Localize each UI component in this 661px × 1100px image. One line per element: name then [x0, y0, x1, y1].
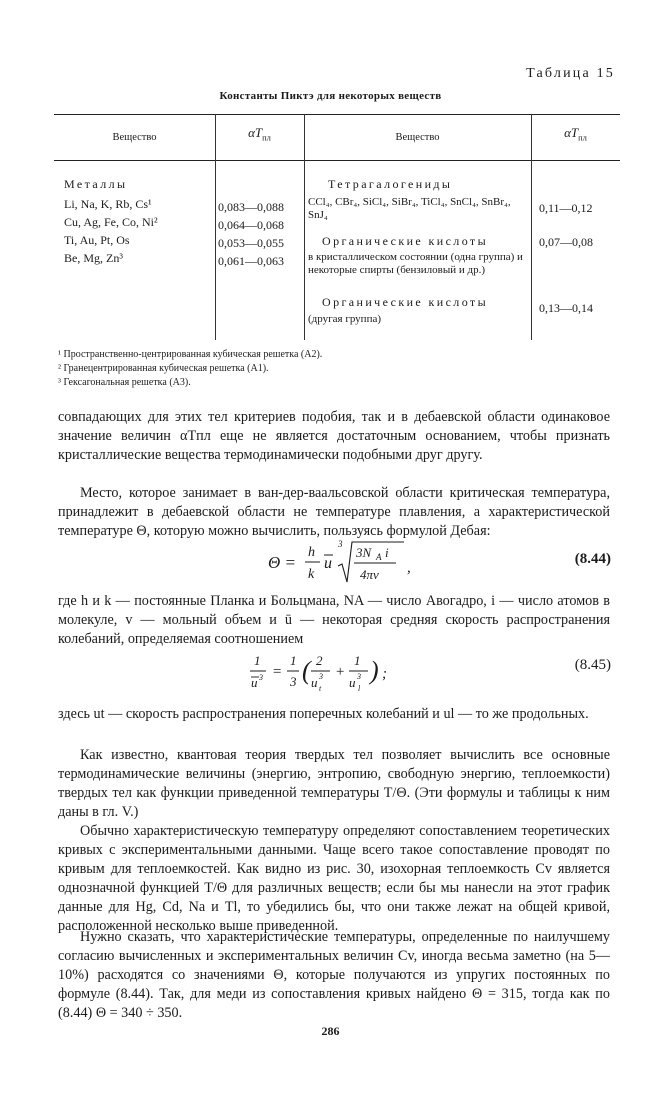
header-const-symbol: αT: [564, 125, 579, 140]
paragraph: здесь ut — скорость распространения поперечных колебаний и ul — то же продольных.: [58, 706, 589, 722]
svg-text:k: k: [308, 567, 315, 582]
table-cell-value: 0,07—0,08: [539, 235, 593, 249]
svg-text:u: u: [251, 675, 258, 690]
svg-text:3: 3: [319, 672, 323, 681]
header-substance-right: Вещество: [395, 132, 440, 143]
header-const-right: [531, 126, 620, 145]
table-cell-value: 0,053—0,055: [218, 236, 284, 250]
svg-text:3: 3: [338, 539, 343, 549]
svg-text:3: 3: [357, 672, 361, 681]
svg-text:t: t: [319, 684, 322, 693]
table-cell-substance: Ti, Au, Pt, Os: [64, 233, 130, 247]
table-label: Таблица 15: [526, 66, 615, 81]
header-const-left: [215, 126, 304, 145]
table-cell-value: 0,064—0,068: [218, 218, 284, 232]
paragraph: Обычно характеристическую температуру определяют сопоставлением теоретических кривых с экспериментальными данными. Чаще всего такое сопоставление проводят по кривым для теплоемкостей. Как видно из рис. 30, изохорная теплоемкость Cv является однозначной функцией T/Θ для различных веществ; если бы мы нанесли на этот график данные для Hg, Cd, Na и Tl, то убедились бы, что они также лежат на общей кривой, расположенной несколько выше приведенной.: [58, 823, 610, 934]
footnote: ³ Гексагональная решетка (A3).: [58, 377, 191, 388]
footnote: ² Гранецентрированная кубическая решетка (A1).: [58, 363, 269, 374]
mean-velocity-formula: [250, 648, 420, 699]
page-number: 286: [321, 1024, 340, 1038]
header-const-subscript: пл: [262, 132, 271, 143]
table-cell-substance: Li, Na, K, Rb, Cs¹: [64, 197, 152, 211]
svg-text:,: ,: [407, 560, 411, 576]
table-col-divider: [304, 114, 305, 340]
svg-text:h: h: [308, 545, 315, 560]
paragraph: где h и k — постоянные Планка и Больцмана, NA — число Авогадро, i — число атомов в молекуле, v — мольный объем и ū — некоторая средняя скорость распространения колебаний, определяемая соотношением: [58, 593, 610, 647]
svg-text:): ): [370, 656, 379, 685]
svg-text:3: 3: [290, 674, 297, 689]
group-members-organic-acids-1: в кристаллическом состоянии (одна группа) и некоторые спирты (бензиловый и др.): [308, 251, 523, 276]
table-cell-substance: Cu, Ag, Fe, Co, Ni²: [64, 215, 158, 229]
header-substance-left: Вещество: [112, 132, 157, 143]
svg-text:(: (: [302, 656, 311, 685]
svg-text:3: 3: [259, 673, 263, 682]
svg-text:1: 1: [254, 653, 261, 668]
group-title-organic-acids-1: Органические кислоты: [322, 234, 489, 248]
header-const-subscript: пл: [578, 132, 587, 143]
svg-text:+: +: [335, 664, 346, 680]
mean-velocity-formula-graphic: [250, 648, 420, 694]
table-col-divider: [215, 114, 216, 340]
svg-text:3N: 3N: [356, 545, 372, 560]
footnote: ¹ Пространственно-центрированная кубическая решетка (A2).: [58, 349, 323, 360]
pictet-constants-table: [54, 114, 620, 344]
table-cell-value: 0,061—0,063: [218, 254, 284, 268]
debye-formula-graphic: [268, 538, 418, 586]
svg-text:l: l: [358, 684, 361, 693]
svg-text:1: 1: [354, 653, 361, 668]
group-title-metals: Металлы: [64, 177, 128, 191]
debye-formula: [268, 538, 418, 591]
group-title-tetrahalides: Тетрагалогениды: [328, 177, 453, 191]
svg-text:u: u: [349, 675, 356, 690]
svg-text:Θ =: Θ =: [268, 553, 296, 572]
svg-text:2: 2: [316, 653, 323, 668]
paragraph: совпадающих для этих тел критериев подобия, так и в дебаевской области одинаковое значение величин αTпл еще не является достаточным основанием, чтобы признать кристаллические вещества термодинамически подобными друг другу.: [58, 409, 610, 463]
svg-text:=: =: [272, 664, 283, 680]
table-cell-value: 0,13—0,14: [539, 301, 593, 315]
paragraph: Как известно, квантовая теория твердых тел позволяет вычислить все основные термодинамические величины (энергию, энтропию, свободную энергию, теплоемкости) твердых тел как функции приведенной температуры T/Θ. (Эти формулы и таблицы к ним даны в гл. V.): [58, 747, 610, 820]
table-col-divider: [531, 114, 532, 340]
svg-text:u: u: [324, 555, 332, 572]
table-top-rule: [54, 114, 620, 115]
svg-text:i: i: [385, 545, 389, 560]
equation-number: (8.44): [574, 551, 611, 567]
table-header-rule: [54, 160, 620, 161]
group-title-organic-acids-2: Органические кислоты: [322, 295, 489, 309]
table-cell-value: 0,083—0,088: [218, 200, 284, 214]
header-const-symbol: αT: [248, 125, 263, 140]
equation-number: (8.45): [574, 657, 611, 673]
paragraph: Нужно сказать, что характеристические температуры, определенные по наилучшему согласию вычисленных и экспериментальных величин Cv, иногда весьма заметно (на 5—10%) расходятся со значениями Θ, которые получаются из упругих постоянных по формуле (8.44). Так, для меди из сопоставления кривых найдено Θ = 315, тогда как по (8.44) Θ = 340 ÷ 350.: [58, 929, 610, 1021]
svg-text:4πv: 4πv: [360, 567, 379, 582]
svg-text:1: 1: [290, 653, 297, 668]
svg-text:A: A: [376, 552, 382, 562]
group-members-tetrahalides: CCl₄, CBr₄, SiCl₄, SiBr₄, TiCl₄, SnCl₄, SnBr₄, SnJ₄: [308, 196, 511, 221]
svg-text:u: u: [311, 675, 318, 690]
table-cell-value: 0,11—0,12: [539, 201, 593, 215]
svg-text:;: ;: [382, 666, 387, 682]
paragraph: Место, которое занимает в ван-дер-ваальсовской области критическая температура, принадлежит в дебаевской области не температуре плавления, а характеристической температуре Θ, которую можно вычислить, пользуясь формулой Дебая:: [58, 485, 610, 539]
table-cell-substance: Be, Mg, Zn³: [64, 251, 123, 265]
group-members-organic-acids-2: (другая группа): [308, 313, 382, 325]
table-caption: Константы Пиктэ для некоторых веществ: [219, 90, 442, 102]
